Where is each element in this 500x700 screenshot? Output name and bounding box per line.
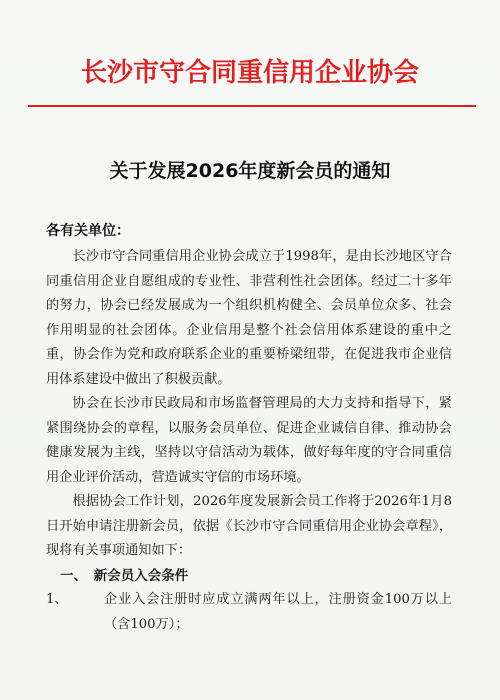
notice-title: 关于发展2026年度新会员的通知 bbox=[109, 160, 391, 182]
letterhead-org-name: 长沙市守合同重信用企业协会 bbox=[80, 58, 419, 88]
list-item bbox=[46, 588, 452, 637]
salutation: 各有关单位： bbox=[46, 223, 130, 239]
section-heading-conditions: 一、 新会员入会条件 bbox=[60, 567, 189, 584]
letterhead-rule bbox=[28, 105, 476, 107]
notice-body bbox=[46, 245, 452, 637]
list-item-number: 1、 bbox=[46, 592, 68, 607]
paragraph-support: 协会在长沙市民政局和市场监督管理局的大力支持和指导下，紧紧围绕协会的章程，以服务会员单位、促进企业诚信自律、推动协会健康发展为主线，坚持以守信活动为载体，做好每年度的守合同重信用企业评价活动，营造诚实守信的市场环境。 bbox=[46, 396, 452, 485]
list-item-text: 企业入会注册时应成立满两年以上，注册资金100万以上（含100万）； bbox=[104, 592, 452, 632]
paragraph-intro: 长沙市守合同重信用企业协会成立于1998年，是由长沙地区守合同重信用企业自愿组成的专业性、非营利性社会团体。经过二十多年的努力，协会已经发展成为一个组织机构健全、会员单位众多、社会作用明显的社会团体。企业信用是整个社会信用体系建设的重中之重，协会作为党和政府联系企业的重要桥梁纽带，在促进我市企业信用体系建设中做出了积极贡献。 bbox=[46, 249, 452, 387]
paragraph-plan: 根据协会工作计划，2026年度发展新会员工作将于2026年1月8日开始申请注册新会员，依据《长沙市守合同重信用企业协会章程》，现将有关事项通知如下： bbox=[46, 494, 452, 558]
